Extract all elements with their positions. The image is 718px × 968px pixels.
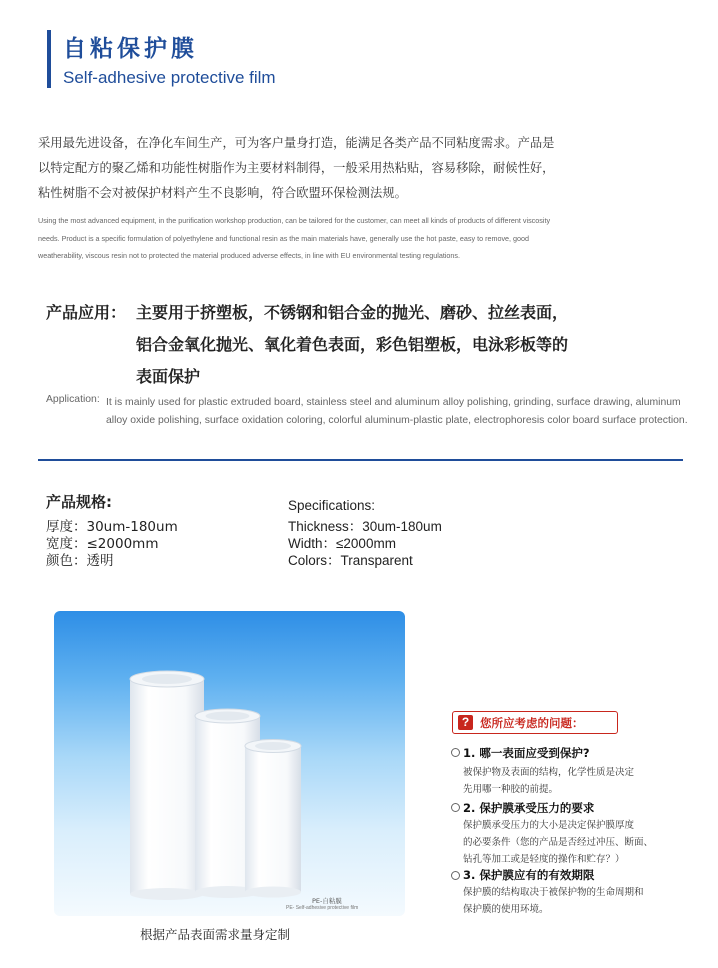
application-line-1: 主要用于挤塑板，不锈钢和铝合金的抛光、磨砂、拉丝表面， xyxy=(136,303,569,322)
title-accent-bar xyxy=(47,30,51,88)
intro-chinese: 采用最先进设备，在净化车间生产，可为客户量身打造，能满足各类产品不同粘度需求。产品是以特定配方的聚乙烯和功能性树脂作为主要材料制得，一般采用热粘贴，容易移除，耐候性好，粘性树脂不会对被保护材料产生不良影响，符合欧盟环保检测法规。 xyxy=(38,136,555,200)
question-2-line-1: 保护膜承受压力的大小是决定保护膜厚度 xyxy=(463,820,635,831)
bullet-circle-icon xyxy=(451,803,460,812)
question-2-text xyxy=(463,817,693,868)
application-line-3: 表面保护 xyxy=(136,367,201,386)
application-en-text: It is mainly used for plastic extruded board, stainless steel and aluminum alloy polishing, grinding, surface drawing, aluminum alloy oxide polishing, surface oxidation coloring, colorful aluminum-plastic plate, electrophoresis color board surface protection. xyxy=(106,397,688,426)
application-label: 产品应用： xyxy=(46,303,127,322)
spec-width-en: Width：≤2000mm xyxy=(288,536,396,551)
bullet-circle-icon xyxy=(451,748,460,757)
product-photo xyxy=(54,611,405,916)
question-3-line-2: 保护膜的使用环境。 xyxy=(463,904,549,915)
spec-thickness-en: Thickness：30um-180um xyxy=(288,519,442,534)
question-3-line-1: 保护膜的结构取决于被保护物的生命周期和 xyxy=(463,887,644,898)
application-en-label: Application: xyxy=(46,394,100,405)
question-1-text xyxy=(463,764,693,798)
question-3-heading: 3. 保护膜应有的有效期限 xyxy=(463,868,595,882)
spec-thickness-cn: 厚度：30um-180um xyxy=(46,519,178,535)
question-2-line-2: 的必要条件（您的产品是否经过冲压、断面、 xyxy=(463,837,654,848)
question-1-heading: 1. 哪一表面应受到保护? xyxy=(463,746,590,760)
large-film-roll xyxy=(130,671,204,900)
page-title: 自粘保护膜 xyxy=(63,36,198,62)
photo-caption-cn: PE-自粘膜 xyxy=(312,897,342,905)
question-mark-icon: ? xyxy=(458,715,473,730)
photo-caption-en: PE- Self-adhesive protective film xyxy=(286,905,359,911)
considerations-header xyxy=(452,711,618,734)
small-film-roll xyxy=(245,740,301,898)
intro-english: Using the most advanced equipment, in the purification workshop production, can be tailored for the customer, can meet all kinds of products of different viscosity needs. Product is a specific formulation of polyethylene and functional resin as the main materials have, generally use the hot paste, easy to remove, good weatherability, viscous resin not to protected the material produced adverse effects, in line with EU environmental testing regulations. xyxy=(38,216,551,261)
question-3-text xyxy=(463,884,693,918)
question-2-line-3: 钻孔等加工或是轻度的操作和贮存？） xyxy=(463,854,625,865)
considerations-title: 您所应考虑的问题： xyxy=(480,716,584,730)
question-1-line-2: 先用哪一种胶的前提。 xyxy=(463,784,559,795)
question-1-line-1: 被保护物及表面的结构，化学性质是决定 xyxy=(463,767,635,778)
application-line-2: 铝合金氧化抛光、氧化着色表面，彩色铝塑板，电泳彩板等的 xyxy=(136,335,569,354)
page-subtitle: Self-adhesive protective film xyxy=(63,68,276,87)
specs-heading-cn: 产品规格: xyxy=(46,493,112,511)
spec-color-en: Colors：Transparent xyxy=(288,553,413,568)
bullet-circle-icon xyxy=(451,871,460,880)
question-2-heading: 2. 保护膜承受压力的要求 xyxy=(463,801,595,815)
photo-under-caption: 根据产品表面需求量身定制 xyxy=(140,927,291,942)
section-divider xyxy=(38,459,683,461)
spec-width-cn: 宽度：≤2000mm xyxy=(46,536,159,552)
film-rolls-illustration xyxy=(54,611,405,916)
spec-color-cn: 颜色：透明 xyxy=(46,553,114,569)
specs-heading-en: Specifications: xyxy=(288,498,376,513)
